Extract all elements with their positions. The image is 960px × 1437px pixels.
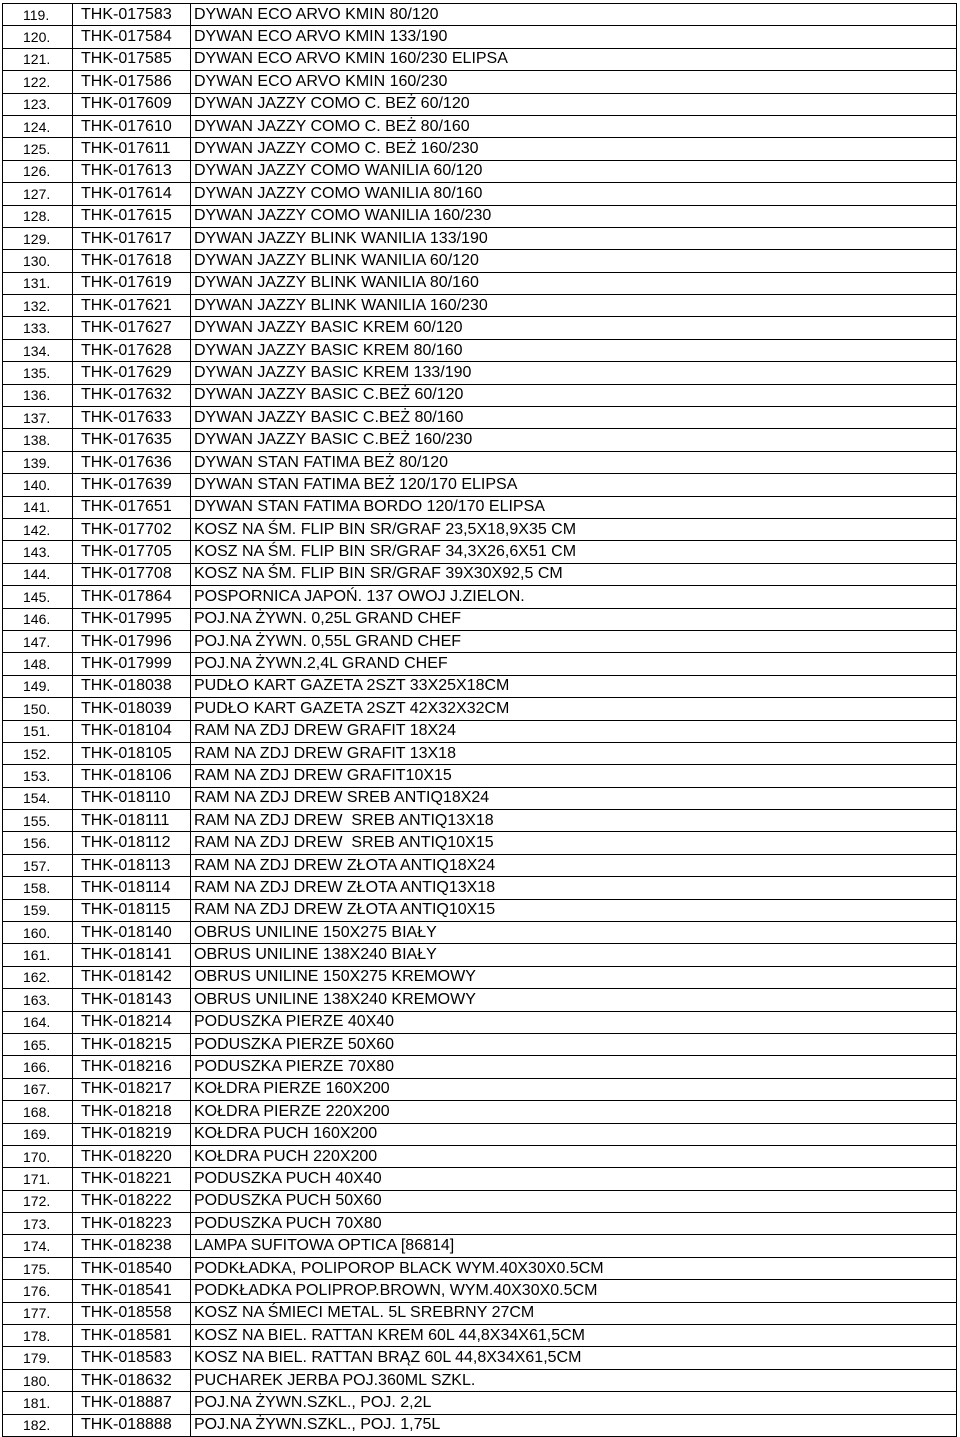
table-row xyxy=(3,250,957,272)
product-code: THK-017635 xyxy=(73,429,191,450)
row-number: 154. xyxy=(3,788,73,809)
table-row xyxy=(3,1370,957,1392)
table-row xyxy=(3,183,957,205)
row-number: 128. xyxy=(3,206,73,227)
product-description: PUDŁO KART GAZETA 2SZT 42X32X32CM xyxy=(191,698,957,719)
product-code: THK-017702 xyxy=(73,519,191,540)
table-row xyxy=(3,228,957,250)
product-description: PUCHAREK JERBA POJ.360ML SZKL. xyxy=(191,1370,957,1391)
row-number: 165. xyxy=(3,1034,73,1055)
row-number: 151. xyxy=(3,721,73,742)
product-description: PODUSZKA PIERZE 50X60 xyxy=(191,1034,957,1055)
table-row xyxy=(3,609,957,631)
row-number: 155. xyxy=(3,810,73,831)
row-number: 161. xyxy=(3,944,73,965)
table-row xyxy=(3,1235,957,1257)
table-row xyxy=(3,452,957,474)
row-number: 167. xyxy=(3,1079,73,1100)
product-description: DYWAN STAN FATIMA BORDO 120/170 ELIPSA xyxy=(191,497,957,518)
table-row xyxy=(3,1213,957,1235)
product-code: THK-017585 xyxy=(73,49,191,70)
product-code: THK-018214 xyxy=(73,1012,191,1033)
product-code: THK-017619 xyxy=(73,273,191,294)
product-code: THK-017705 xyxy=(73,541,191,562)
table-row xyxy=(3,71,957,93)
row-number: 153. xyxy=(3,765,73,786)
product-code: THK-018222 xyxy=(73,1191,191,1212)
product-description: POJ.NA ŻYWN.2,4L GRAND CHEF xyxy=(191,653,957,674)
product-description: KOŁDRA PIERZE 160X200 xyxy=(191,1079,957,1100)
product-code: THK-017609 xyxy=(73,94,191,115)
table-row xyxy=(3,631,957,653)
row-number: 182. xyxy=(3,1415,73,1436)
table-row xyxy=(3,519,957,541)
product-description: DYWAN STAN FATIMA BEŻ 80/120 xyxy=(191,452,957,473)
product-code: THK-018038 xyxy=(73,676,191,697)
product-description: DYWAN JAZZY COMO WANILIA 60/120 xyxy=(191,161,957,182)
product-code: THK-018106 xyxy=(73,765,191,786)
table-row xyxy=(3,116,957,138)
table-row xyxy=(3,1168,957,1190)
row-number: 136. xyxy=(3,385,73,406)
product-code: THK-017584 xyxy=(73,26,191,47)
product-description: OBRUS UNILINE 138X240 KREMOWY xyxy=(191,989,957,1010)
product-description: RAM NA ZDJ DREW ZŁOTA ANTIQ13X18 xyxy=(191,877,957,898)
product-description: KOSZ NA BIEL. RATTAN BRĄZ 60L 44,8X34X61,5CM xyxy=(191,1347,957,1368)
product-description: DYWAN JAZZY BLINK WANILIA 160/230 xyxy=(191,295,957,316)
table-row xyxy=(3,1101,957,1123)
product-code: THK-018558 xyxy=(73,1303,191,1324)
table-row xyxy=(3,989,957,1011)
product-code: THK-018215 xyxy=(73,1034,191,1055)
product-code: THK-017611 xyxy=(73,138,191,159)
table-row xyxy=(3,743,957,765)
table-row xyxy=(3,1012,957,1034)
product-description: DYWAN JAZZY BASIC KREM 80/160 xyxy=(191,340,957,361)
row-number: 168. xyxy=(3,1101,73,1122)
product-code: THK-018887 xyxy=(73,1392,191,1413)
product-code: THK-018888 xyxy=(73,1415,191,1436)
product-code: THK-018142 xyxy=(73,967,191,988)
product-code: THK-017632 xyxy=(73,385,191,406)
product-description: DYWAN ECO ARVO KMIN 133/190 xyxy=(191,26,957,47)
table-row xyxy=(3,765,957,787)
product-description: LAMPA SUFITOWA OPTICA [86814] xyxy=(191,1235,957,1256)
table-row xyxy=(3,1258,957,1280)
table-row xyxy=(3,944,957,966)
row-number: 143. xyxy=(3,541,73,562)
product-description: DYWAN JAZZY COMO WANILIA 160/230 xyxy=(191,206,957,227)
product-description: DYWAN JAZZY BASIC C.BEŻ 160/230 xyxy=(191,429,957,450)
product-description: PODUSZKA PUCH 40X40 xyxy=(191,1168,957,1189)
row-number: 131. xyxy=(3,273,73,294)
product-description: RAM NA ZDJ DREW GRAFIT 18X24 xyxy=(191,721,957,742)
row-number: 166. xyxy=(3,1056,73,1077)
product-code: THK-018583 xyxy=(73,1347,191,1368)
product-code: THK-018219 xyxy=(73,1124,191,1145)
row-number: 123. xyxy=(3,94,73,115)
product-code: THK-018112 xyxy=(73,832,191,853)
row-number: 172. xyxy=(3,1191,73,1212)
table-row xyxy=(3,1056,957,1078)
row-number: 129. xyxy=(3,228,73,249)
product-description: DYWAN ECO ARVO KMIN 160/230 ELIPSA xyxy=(191,49,957,70)
product-description: RAM NA ZDJ DREW SREB ANTIQ18X24 xyxy=(191,788,957,809)
table-row xyxy=(3,1124,957,1146)
product-code: THK-017627 xyxy=(73,317,191,338)
row-number: 169. xyxy=(3,1124,73,1145)
product-code: THK-017639 xyxy=(73,474,191,495)
table-row xyxy=(3,94,957,116)
product-code: THK-017621 xyxy=(73,295,191,316)
row-number: 177. xyxy=(3,1303,73,1324)
product-code: THK-017610 xyxy=(73,116,191,137)
row-number: 121. xyxy=(3,49,73,70)
product-description: DYWAN JAZZY COMO C. BEŻ 60/120 xyxy=(191,94,957,115)
row-number: 159. xyxy=(3,900,73,921)
table-row xyxy=(3,877,957,899)
table-row xyxy=(3,340,957,362)
product-code: THK-018104 xyxy=(73,721,191,742)
row-number: 133. xyxy=(3,317,73,338)
product-code: THK-017613 xyxy=(73,161,191,182)
table-row xyxy=(3,295,957,317)
product-description: POJ.NA ŻYWN.SZKL., POJ. 2,2L xyxy=(191,1392,957,1413)
row-number: 173. xyxy=(3,1213,73,1234)
product-code: THK-018111 xyxy=(73,810,191,831)
table-row xyxy=(3,810,957,832)
product-description: DYWAN JAZZY COMO C. BEŻ 80/160 xyxy=(191,116,957,137)
row-number: 170. xyxy=(3,1146,73,1167)
product-description: RAM NA ZDJ DREW ZŁOTA ANTIQ10X15 xyxy=(191,900,957,921)
product-code: THK-018223 xyxy=(73,1213,191,1234)
table-row xyxy=(3,922,957,944)
product-code: THK-017617 xyxy=(73,228,191,249)
product-description: OBRUS UNILINE 138X240 BIAŁY xyxy=(191,944,957,965)
table-row xyxy=(3,1415,957,1437)
row-number: 130. xyxy=(3,250,73,271)
product-code: THK-018115 xyxy=(73,900,191,921)
table-row xyxy=(3,1325,957,1347)
row-number: 179. xyxy=(3,1347,73,1368)
product-code: THK-018114 xyxy=(73,877,191,898)
table-row xyxy=(3,1191,957,1213)
table-row xyxy=(3,564,957,586)
product-description: DYWAN JAZZY BLINK WANILIA 133/190 xyxy=(191,228,957,249)
product-description: DYWAN JAZZY COMO WANILIA 80/160 xyxy=(191,183,957,204)
row-number: 127. xyxy=(3,183,73,204)
product-description: DYWAN JAZZY BLINK WANILIA 80/160 xyxy=(191,273,957,294)
product-description: POJ.NA ŻYWN. 0,55L GRAND CHEF xyxy=(191,631,957,652)
table-row xyxy=(3,967,957,989)
row-number: 138. xyxy=(3,429,73,450)
product-description: OBRUS UNILINE 150X275 KREMOWY xyxy=(191,967,957,988)
product-code: THK-017636 xyxy=(73,452,191,473)
table-row xyxy=(3,698,957,720)
product-code: THK-018238 xyxy=(73,1235,191,1256)
row-number: 164. xyxy=(3,1012,73,1033)
row-number: 156. xyxy=(3,832,73,853)
row-number: 148. xyxy=(3,653,73,674)
row-number: 152. xyxy=(3,743,73,764)
product-code: THK-017999 xyxy=(73,653,191,674)
product-description: DYWAN JAZZY COMO C. BEŻ 160/230 xyxy=(191,138,957,159)
table-row xyxy=(3,832,957,854)
row-number: 175. xyxy=(3,1258,73,1279)
row-number: 181. xyxy=(3,1392,73,1413)
product-table xyxy=(2,3,957,1437)
row-number: 141. xyxy=(3,497,73,518)
row-number: 124. xyxy=(3,116,73,137)
product-description: DYWAN JAZZY BASIC KREM 60/120 xyxy=(191,317,957,338)
product-description: POJ.NA ŻYWN.SZKL., POJ. 1,75L xyxy=(191,1415,957,1436)
table-row xyxy=(3,676,957,698)
product-description: PODUSZKA PIERZE 40X40 xyxy=(191,1012,957,1033)
product-description: POJ.NA ŻYWN. 0,25L GRAND CHEF xyxy=(191,609,957,630)
product-description: DYWAN JAZZY BASIC C.BEŻ 60/120 xyxy=(191,385,957,406)
row-number: 132. xyxy=(3,295,73,316)
product-code: THK-018216 xyxy=(73,1056,191,1077)
row-number: 178. xyxy=(3,1325,73,1346)
table-row xyxy=(3,4,957,26)
product-description: RAM NA ZDJ DREW ZŁOTA ANTIQ18X24 xyxy=(191,855,957,876)
row-number: 122. xyxy=(3,71,73,92)
product-description: PODKŁADKA, POLIPOROP BLACK WYM.40X30X0.5CM xyxy=(191,1258,957,1279)
product-code: THK-017996 xyxy=(73,631,191,652)
row-number: 144. xyxy=(3,564,73,585)
table-row xyxy=(3,429,957,451)
product-code: THK-017995 xyxy=(73,609,191,630)
row-number: 157. xyxy=(3,855,73,876)
table-row xyxy=(3,586,957,608)
row-number: 147. xyxy=(3,631,73,652)
row-number: 146. xyxy=(3,609,73,630)
table-row xyxy=(3,206,957,228)
product-code: THK-018632 xyxy=(73,1370,191,1391)
table-row xyxy=(3,541,957,563)
product-description: RAM NA ZDJ DREW GRAFIT 13X18 xyxy=(191,743,957,764)
product-description: KOSZ NA ŚM. FLIP BIN SR/GRAF 39X30X92,5 CM xyxy=(191,564,957,585)
table-row xyxy=(3,317,957,339)
product-code: THK-018113 xyxy=(73,855,191,876)
product-description: PODUSZKA PIERZE 70X80 xyxy=(191,1056,957,1077)
row-number: 171. xyxy=(3,1168,73,1189)
product-code: THK-018218 xyxy=(73,1101,191,1122)
row-number: 162. xyxy=(3,967,73,988)
table-row xyxy=(3,474,957,496)
table-row xyxy=(3,1303,957,1325)
product-description: PUDŁO KART GAZETA 2SZT 33X25X18CM xyxy=(191,676,957,697)
product-description: KOŁDRA PUCH 160X200 xyxy=(191,1124,957,1145)
row-number: 134. xyxy=(3,340,73,361)
product-code: THK-018110 xyxy=(73,788,191,809)
product-code: THK-018105 xyxy=(73,743,191,764)
product-description: DYWAN ECO ARVO KMIN 80/120 xyxy=(191,4,957,25)
row-number: 125. xyxy=(3,138,73,159)
table-row xyxy=(3,385,957,407)
table-row xyxy=(3,653,957,675)
product-description: KOŁDRA PUCH 220X200 xyxy=(191,1146,957,1167)
product-code: THK-018220 xyxy=(73,1146,191,1167)
row-number: 163. xyxy=(3,989,73,1010)
product-code: THK-018541 xyxy=(73,1280,191,1301)
product-description: RAM NA ZDJ DREW SREB ANTIQ13X18 xyxy=(191,810,957,831)
table-row xyxy=(3,497,957,519)
product-description: DYWAN STAN FATIMA BEŻ 120/170 ELIPSA xyxy=(191,474,957,495)
product-code: THK-017618 xyxy=(73,250,191,271)
product-description: PODKŁADKA POLIPROP.BROWN, WYM.40X30X0.5CM xyxy=(191,1280,957,1301)
row-number: 126. xyxy=(3,161,73,182)
row-number: 142. xyxy=(3,519,73,540)
product-code: THK-017615 xyxy=(73,206,191,227)
product-code: THK-017586 xyxy=(73,71,191,92)
product-description: PODUSZKA PUCH 70X80 xyxy=(191,1213,957,1234)
row-number: 150. xyxy=(3,698,73,719)
row-number: 119. xyxy=(3,4,73,25)
table-row xyxy=(3,788,957,810)
table-row xyxy=(3,1280,957,1302)
row-number: 174. xyxy=(3,1235,73,1256)
table-row xyxy=(3,273,957,295)
product-description: DYWAN ECO ARVO KMIN 160/230 xyxy=(191,71,957,92)
product-description: KOŁDRA PIERZE 220X200 xyxy=(191,1101,957,1122)
product-code: THK-018581 xyxy=(73,1325,191,1346)
table-row xyxy=(3,855,957,877)
product-code: THK-018140 xyxy=(73,922,191,943)
row-number: 120. xyxy=(3,26,73,47)
table-row xyxy=(3,721,957,743)
product-code: THK-017633 xyxy=(73,407,191,428)
row-number: 158. xyxy=(3,877,73,898)
product-description: DYWAN JAZZY BASIC C.BEŻ 80/160 xyxy=(191,407,957,428)
row-number: 145. xyxy=(3,586,73,607)
product-description: RAM NA ZDJ DREW SREB ANTIQ10X15 xyxy=(191,832,957,853)
product-code: THK-018039 xyxy=(73,698,191,719)
table-row xyxy=(3,138,957,160)
product-description: RAM NA ZDJ DREW GRAFIT10X15 xyxy=(191,765,957,786)
table-row xyxy=(3,900,957,922)
product-description: KOSZ NA BIEL. RATTAN KREM 60L 44,8X34X61,5CM xyxy=(191,1325,957,1346)
table-row xyxy=(3,1146,957,1168)
product-code: THK-017708 xyxy=(73,564,191,585)
product-description: OBRUS UNILINE 150X275 BIAŁY xyxy=(191,922,957,943)
product-code: THK-018540 xyxy=(73,1258,191,1279)
product-description: KOSZ NA ŚM. FLIP BIN SR/GRAF 23,5X18,9X35 CM xyxy=(191,519,957,540)
row-number: 139. xyxy=(3,452,73,473)
table-row xyxy=(3,49,957,71)
table-row xyxy=(3,26,957,48)
row-number: 160. xyxy=(3,922,73,943)
product-description: KOSZ NA ŚMIECI METAL. 5L SREBRNY 27CM xyxy=(191,1303,957,1324)
product-description: DYWAN JAZZY BASIC KREM 133/190 xyxy=(191,362,957,383)
table-row xyxy=(3,1392,957,1414)
table-row xyxy=(3,1034,957,1056)
product-description: PODUSZKA PUCH 50X60 xyxy=(191,1191,957,1212)
row-number: 137. xyxy=(3,407,73,428)
product-code: THK-017628 xyxy=(73,340,191,361)
table-row xyxy=(3,362,957,384)
product-description: DYWAN JAZZY BLINK WANILIA 60/120 xyxy=(191,250,957,271)
row-number: 135. xyxy=(3,362,73,383)
product-description: POSPORNICA JAPOŃ. 137 OWOJ J.ZIELON. xyxy=(191,586,957,607)
row-number: 176. xyxy=(3,1280,73,1301)
product-code: THK-017651 xyxy=(73,497,191,518)
row-number: 140. xyxy=(3,474,73,495)
table-row xyxy=(3,1347,957,1369)
product-code: THK-018221 xyxy=(73,1168,191,1189)
product-code: THK-017864 xyxy=(73,586,191,607)
product-code: THK-017614 xyxy=(73,183,191,204)
product-code: THK-018143 xyxy=(73,989,191,1010)
table-row xyxy=(3,407,957,429)
row-number: 180. xyxy=(3,1370,73,1391)
product-code: THK-017629 xyxy=(73,362,191,383)
row-number: 149. xyxy=(3,676,73,697)
table-row xyxy=(3,161,957,183)
table-row xyxy=(3,1079,957,1101)
product-code: THK-018141 xyxy=(73,944,191,965)
product-description: KOSZ NA ŚM. FLIP BIN SR/GRAF 34,3X26,6X51 CM xyxy=(191,541,957,562)
product-code: THK-017583 xyxy=(73,4,191,25)
product-code: THK-018217 xyxy=(73,1079,191,1100)
